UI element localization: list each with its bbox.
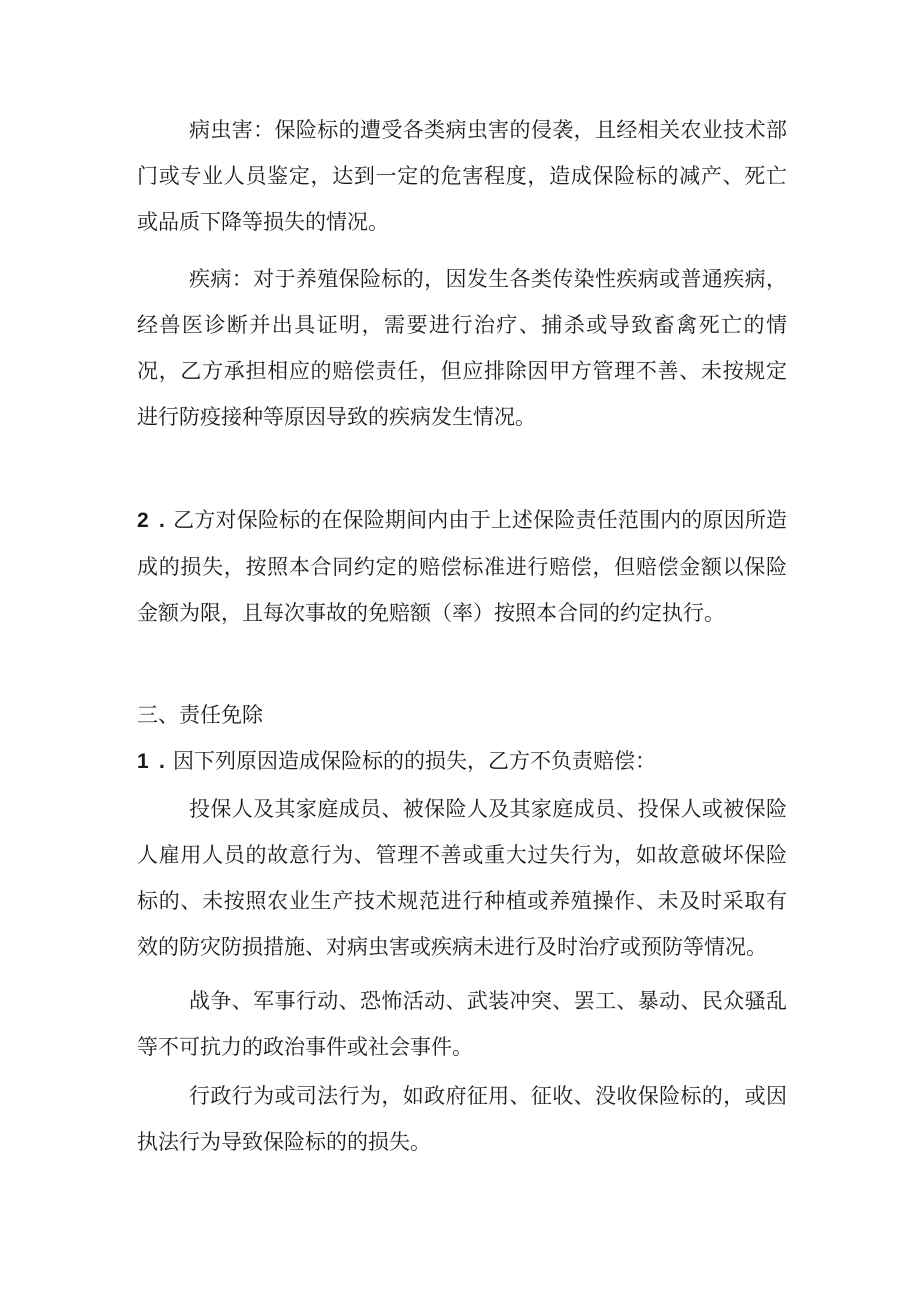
paragraph-pests: 病虫害：保险标的遭受各类病虫害的侵袭，且经相关农业技术部门或专业人员鉴定，达到一定的危害程度，造成保险标的减产、死亡或品质下降等损失的情况。 — [137, 118, 787, 234]
paragraph-exclusion-intentional: 投保人及其家庭成员、被保险人及其家庭成员、投保人或被保险人雇用人员的故意行为、管理不善或重大过失行为，如故意破坏保险标的、未按照农业生产技术规范进行种植或养殖操作、未及时采取有效的防灾防损措施、对病虫害或疾病未进行及时治疗或预防等情况。 — [137, 797, 787, 959]
item-number: 1 — [137, 750, 149, 773]
item-dot: . — [159, 750, 165, 773]
section-heading-exemption: 三、责任免除 — [137, 703, 263, 727]
paragraph-exclusion-admin: 行政行为或司法行为，如政府征用、征收、没收保险标的，或因执法行为导致保险标的的损失。 — [137, 1084, 787, 1154]
item-number: 2 — [137, 509, 149, 532]
item-text: 因下列原因造成保险标的的损失，乙方不负责赔偿： — [173, 749, 656, 773]
item-text: 乙方对保险标的在保险期间内由于上述保险责任范围内的原因所造成的损失，按照本合同约定的赔偿标准进行赔偿，但赔偿金额以保险金额为限，且每次事故的免赔额（率）按照本合同的约定执行。 — [137, 508, 787, 625]
paragraph-item-2 — [137, 497, 787, 636]
paragraph-exclusion-war: 战争、军事行动、恐怖活动、武装冲突、罢工、暴动、民众骚乱等不可抗力的政治事件或社会事件。 — [137, 989, 787, 1059]
paragraph-item-1 — [137, 738, 787, 785]
paragraph-disease: 疾病：对于养殖保险标的，因发生各类传染性疾病或普通疾病，经兽医诊断并出具证明，需要进行治疗、捕杀或导致畜禽死亡的情况，乙方承担相应的赔偿责任，但应排除因甲方管理不善、未按规定进行防疫接种等原因导致的疾病发生情况。 — [137, 267, 787, 429]
item-dot: . — [159, 509, 165, 532]
